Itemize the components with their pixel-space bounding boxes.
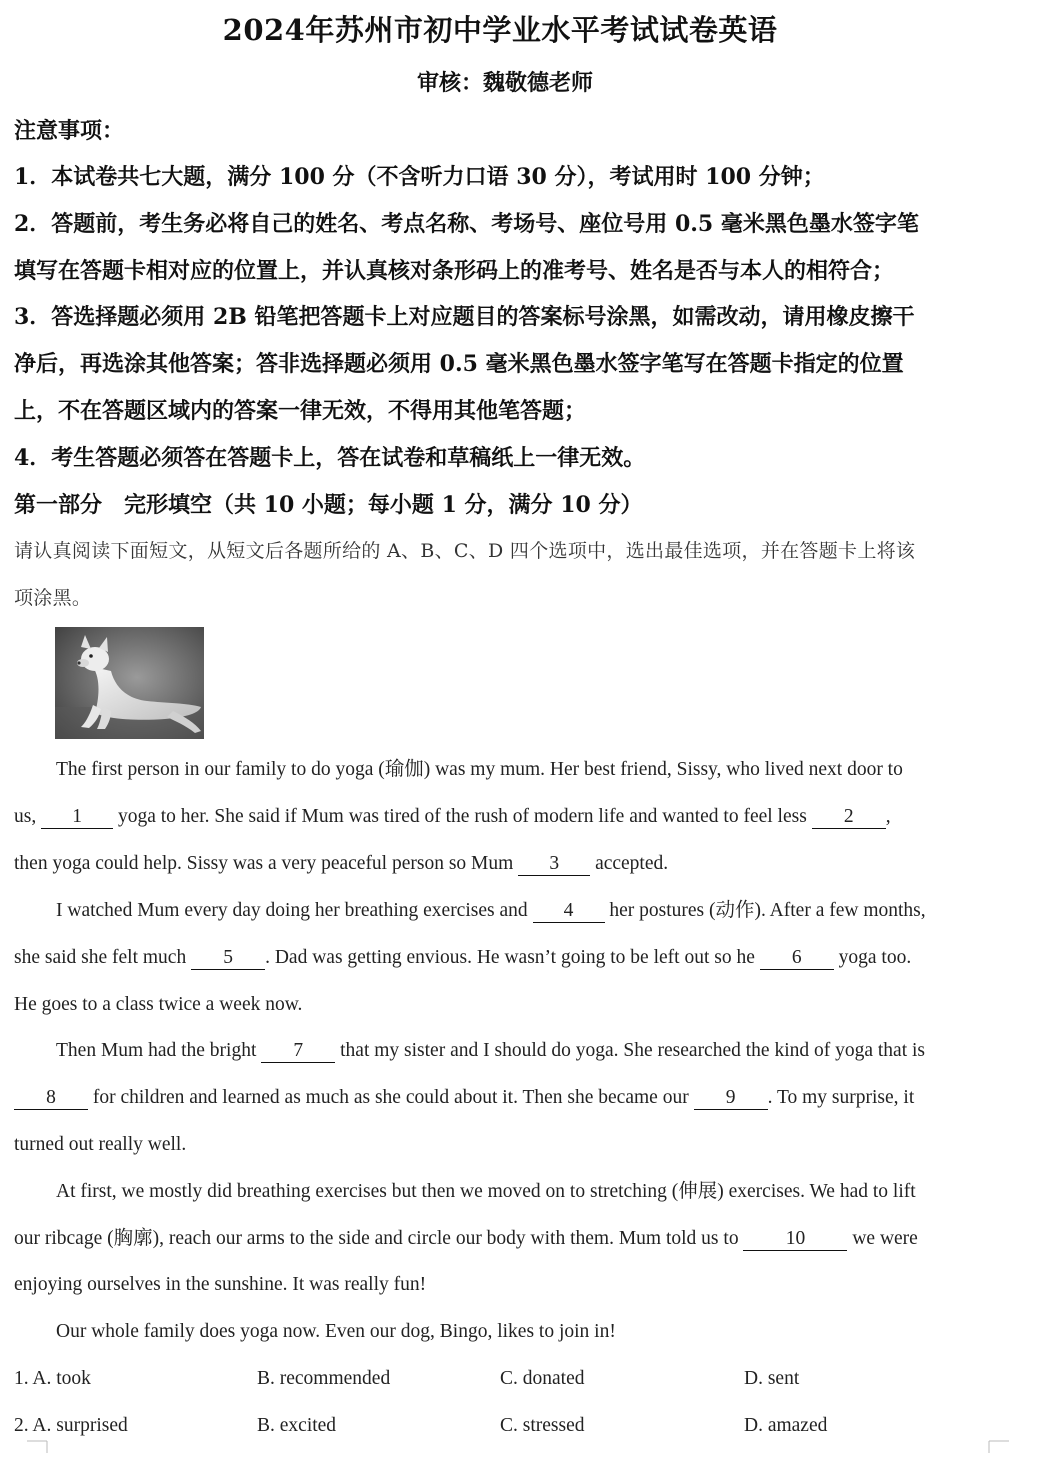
passage-line-3: then yoga could help. Sissy was a very peaceful person so Mum 3 accepted. — [14, 853, 669, 874]
passage-line-1: The first person in our family to do yoga (瑜伽) was my mum. Her best friend, Sissy, who lived next door to — [56, 759, 903, 780]
blank-6: 6 — [760, 947, 834, 970]
note-line-2: 2．答题前，考生务必将自己的姓名、考点名称、考场号、座位号用 0.5 毫米黑色墨水签字笔 — [14, 211, 919, 237]
part1-heading: 第一部分 完形填空（共 10 小题；每小题 1 分，满分 10 分） — [14, 492, 643, 518]
blank-5: 5 — [191, 947, 265, 970]
blank-7: 7 — [261, 1040, 335, 1063]
question-2-option-c: C. stressed — [500, 1415, 585, 1436]
blank-1: 1 — [41, 806, 113, 829]
passage-line-10: At first, we mostly did breathing exercises but then we moved on to stretching (伸展) exercises. We had to lift — [56, 1181, 916, 1202]
notes-heading: 注意事项： — [14, 118, 125, 144]
instruction-line-2: 项涂黑。 — [14, 587, 92, 609]
question-1-option-b: B. recommended — [257, 1368, 391, 1389]
blank-10: 10 — [743, 1228, 847, 1251]
question-2-option-a: 2. A. surprised — [14, 1415, 128, 1436]
passage-line-6: He goes to a class twice a week now. — [14, 994, 303, 1015]
margin-corner-mark-right — [988, 1440, 1010, 1454]
note-line-1: 1．本试卷共七大题，满分 100 分（不含听力口语 30 分），考试用时 100 分钟； — [14, 164, 825, 190]
blank-4: 4 — [533, 900, 605, 923]
question-2-option-d: D. amazed — [744, 1415, 828, 1436]
passage-line-12: enjoying ourselves in the sunshine. It was really fun! — [14, 1274, 427, 1295]
passage-line-2: us, 1 yoga to her. She said if Mum was tired of the rush of modern life and wanted to feel less 2 , — [14, 806, 891, 827]
blank-3: 3 — [518, 853, 590, 876]
passage-line-5: she said she felt much 5 . Dad was getting envious. He wasn’t going to be left out so he 6 yoga too. — [14, 947, 912, 968]
question-1-option-a: 1. A. took — [14, 1368, 91, 1389]
passage-line-11: our ribcage (胸廓), reach our arms to the side and circle our body with them. Mum told us to 10 we were — [14, 1228, 918, 1249]
dog-yoga-image — [55, 627, 204, 739]
question-1-option-d: D. sent — [744, 1368, 800, 1389]
page-title: 2024年苏州市初中学业水平考试试卷英语 — [222, 13, 778, 47]
note-line-3: 填写在答题卡相对应的位置上，并认真核对条形码上的准考号、姓名是否与本人的相符合； — [14, 258, 895, 284]
passage-line-4: I watched Mum every day doing her breathing exercises and 4 her postures (动作). After a few months, — [56, 900, 926, 921]
passage-line-13: Our whole family does yoga now. Even our dog, Bingo, likes to join in! — [56, 1321, 616, 1342]
note-line-4: 3．答选择题必须用 2B 铅笔把答题卡上对应题目的答案标号涂黑，如需改动，请用橡皮擦干 — [14, 304, 915, 330]
passage-line-8: 8 for children and learned as much as she could about it. Then she became our 9 . To my surprise, it — [14, 1084, 914, 1112]
margin-corner-mark-left — [26, 1440, 48, 1454]
question-2-option-b: B. excited — [257, 1415, 337, 1436]
instruction-line-1: 请认真阅读下面短文，从短文后各题所给的 A、B、C、D 四个选项中，选出最佳选项，并在答题卡上将该 — [14, 540, 916, 562]
note-line-6: 上，不在答题区域内的答案一律无效，不得用其他笔答题； — [14, 398, 587, 424]
note-line-7: 4．考生答题必须答在答题卡上，答在试卷和草稿纸上一律无效。 — [14, 445, 646, 471]
blank-9: 9 — [694, 1087, 768, 1110]
note-line-5: 净后，再选涂其他答案；答非选择题必须用 0.5 毫米黑色墨水签字笔写在答题卡指定的位置 — [14, 351, 904, 377]
blank-2: 2 — [812, 806, 886, 829]
passage-line-9: turned out really well. — [14, 1134, 187, 1155]
passage-line-7: Then Mum had the bright 7 that my sister and I should do yoga. She researched the kind of yoga that is — [56, 1040, 926, 1061]
question-1-option-c: C. donated — [500, 1368, 585, 1389]
reviewer-line: 审核：魏敬德老师 — [416, 70, 593, 96]
blank-8: 8 — [14, 1087, 88, 1110]
